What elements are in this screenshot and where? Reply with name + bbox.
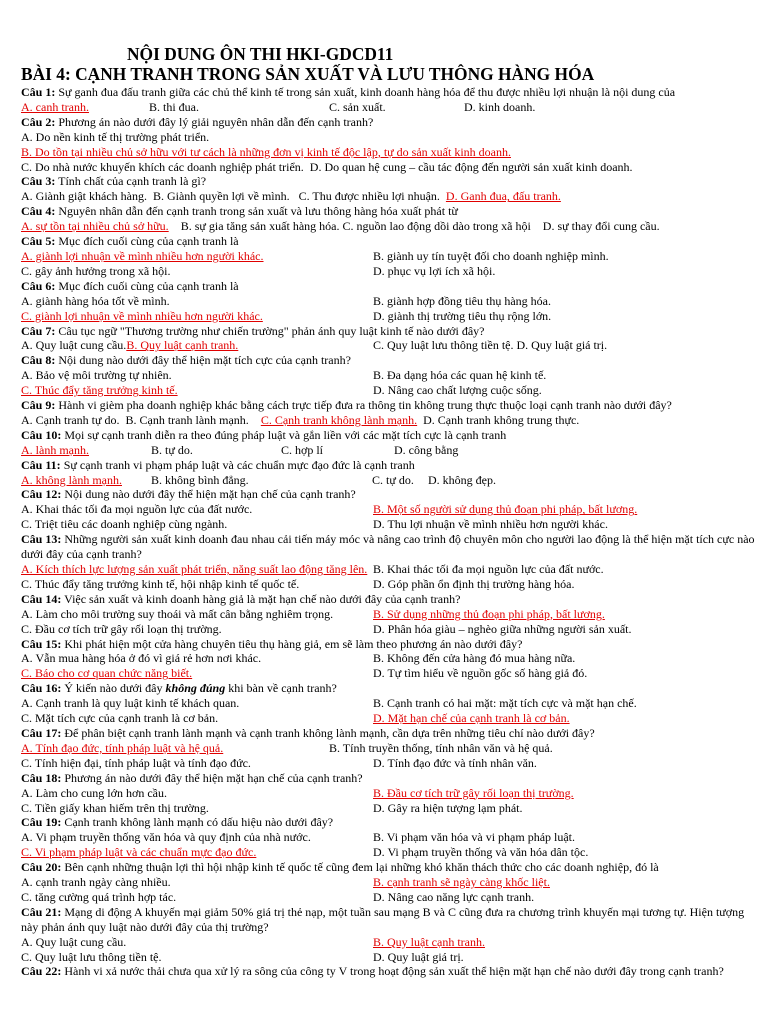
answer-option: B. giành uy tín tuyệt đối cho doanh nghiệp mình. (373, 248, 609, 263)
answer-row (21, 473, 756, 488)
answer-option: A. canh tranh. (21, 99, 89, 114)
answer-option: C. hợp lí (281, 442, 324, 457)
answer-option: B. giành hợp đồng tiêu thụ hàng hóa. (373, 293, 551, 308)
question-stem (21, 279, 756, 294)
answer-option: B. Quy luật cạnh tranh. (126, 338, 239, 353)
answer-row (21, 696, 756, 711)
question-number: Câu 15: (21, 636, 62, 651)
answer-option: D. giành thị trường tiêu thụ rộng lớn. (373, 308, 552, 323)
answer-option: D. Tính đạo đức và tính nhân văn. (373, 755, 537, 770)
answer-option: A. không lành mạnh. (21, 472, 122, 487)
answer-option: B. Khai thác tối đa mọi nguồn lực của đất nước. (373, 562, 604, 576)
question-stem (21, 204, 756, 219)
answer-row (21, 562, 756, 577)
answer-option: C. Báo cho cơ quan chức năng biết. (21, 666, 193, 681)
answer-row (21, 517, 756, 532)
answer-row (21, 368, 756, 383)
question-text: Những người sản xuất kinh doanh đau nhau cải tiến máy móc và nâng cao trình độ chuyên môn cho người lao động là thể hiện mặt tích cực nào dưới đây của cạnh tranh? (21, 532, 755, 562)
question-number: Câu 2: (21, 114, 56, 129)
answer-option: C. gây ảnh hưởng trong xã hội. (21, 263, 171, 278)
answer-option: C. Cạnh tranh không lành mạnh. (260, 412, 418, 427)
answer-row (21, 711, 756, 726)
answer-row (21, 607, 756, 622)
answer-option: D. Góp phần ổn định thị trường hàng hóa. (373, 576, 575, 591)
question-text: Câu tục ngữ "Thương trường như chiến trường" phản ánh quy luật kinh tế nào dưới đây? (55, 323, 485, 338)
answer-option: D. Vi phạm truyền thống và văn hóa dân tộc. (373, 845, 589, 860)
question-stem (21, 353, 756, 368)
question-number: Câu 9: (21, 398, 56, 413)
answer-option-group (21, 338, 373, 353)
question-number: Câu 6: (21, 278, 56, 293)
question-text: Bên cạnh những thuận lợi thì hội nhập kinh tế quốc tế cũng đem lại những khó khăn thách thức cho các doanh nghiệp, đó là (61, 860, 659, 875)
answer-option: C. sản xuất. (329, 99, 386, 114)
answer-option: C. Do nhà nước khuyến khích các doanh nghiệp phát triển. D. Do quan hệ cung – cầu tác động đến người sản xuất kinh doanh. (21, 159, 633, 174)
question-text: Hành vi xả nước thải chưa qua xử lý ra sông của công ty V trong hoạt động sản xuất thể hiện mặt hạn chế nào dưới đây trong cạnh tranh? (61, 964, 724, 979)
answer-option: C. Vi phạm pháp luật và các chuẩn mực đạo đức. (21, 845, 257, 860)
answer-row (21, 383, 756, 398)
answer-row (21, 130, 756, 145)
answer-option: C. Mặt tích cực của cạnh tranh là cơ bản. (21, 711, 219, 726)
answer-option: B. Sử dụng những thủ đoạn phi pháp, bất lương. (373, 606, 605, 621)
question-stem (21, 592, 756, 607)
answer-row (21, 890, 756, 905)
answer-option: C. giành lợi nhuận về mình nhiều hơn người khác. (21, 308, 263, 323)
question-text: Mạng di động A khuyến mại giảm 50% giá trị thẻ nạp, một tuần sau mạng B và C cũng đưa ra chương trình khuyến mại tương tự. Hiện tượng này phản ánh quy luật nào dưới đây của thị trường? (21, 904, 745, 934)
answer-option: B. Đa dạng hóa các quan hệ kinh tế. (373, 368, 547, 383)
answer-row (21, 249, 756, 264)
answer-option: B. sự gia tăng sản xuất hàng hóa. C. nguồn lao động dồi dào trong xã hội D. sự thay đổi cung cầu. (168, 219, 660, 234)
answer-option: A. Tính đạo đức, tính pháp luật và hệ quả. (21, 740, 224, 755)
question-stem (21, 487, 756, 502)
question-emphasis: không đúng (165, 681, 226, 696)
answer-row (21, 756, 756, 771)
question-stem (21, 115, 756, 130)
question-stem (21, 428, 756, 443)
answer-row (21, 741, 756, 756)
question-number: Câu 13: (21, 532, 62, 547)
answer-option: A. Bảo vệ môi trường tự nhiên. (21, 368, 172, 383)
answer-option: D. công bằng (394, 442, 459, 457)
answer-option: C. Tính hiện đại, tính pháp luật và tính đạo đức. (21, 755, 251, 770)
answer-option: D. không đẹp. (428, 472, 496, 487)
answer-option: D. Nâng cao chất lượng cuộc sống. (373, 383, 542, 398)
answer-option: A. Vẫn mua hàng hóa ở đó vì giá rẻ hơn nơi khác. (21, 651, 262, 666)
question-number: Câu 18: (21, 770, 62, 785)
question-stem (21, 964, 756, 979)
answer-option: B. Quy luật cạnh tranh. (373, 934, 485, 949)
answer-option: B. Không đến cửa hàng đó mua hàng nữa. (373, 651, 576, 666)
question-text: Ý kiến nào dưới đây (61, 681, 166, 696)
answer-row (21, 100, 756, 115)
answer-option: A. Vi phạm truyền thống văn hóa và quy định của nhà nước. (21, 830, 311, 845)
question-text: Sự ganh đua đấu tranh giữa các chủ thể kinh tế trong sản xuất, kinh doanh hàng hóa để thu được nhiều lợi nhuận là nội dung của (55, 85, 676, 99)
answer-option: B. không bình đẳng. (151, 472, 249, 487)
question-text-tail: khi bàn về cạnh tranh? (225, 681, 337, 696)
answer-option: A. giành lợi nhuận về mình nhiều hơn người khác. (21, 248, 264, 263)
question-stem (21, 85, 756, 100)
answer-row (21, 666, 756, 681)
answer-row (21, 160, 756, 175)
question-stem (21, 532, 756, 562)
answer-option: D. kinh doanh. (464, 99, 536, 114)
answer-option: A. Kích thích lực lượng sản xuất phát triển, năng suất lao động tăng lên. (21, 562, 368, 576)
question-stem (21, 398, 756, 413)
answer-row (21, 845, 756, 860)
question-number: Câu 10: (21, 427, 62, 442)
answer-row (21, 786, 756, 801)
question-number: Câu 22: (21, 964, 62, 979)
answer-option: B. Một số người sử dụng thủ đoạn phi pháp, bất lương. (373, 502, 638, 517)
answer-option: D. Thu lợi nhuận về mình nhiều hơn người khác. (373, 517, 608, 532)
answer-row (21, 189, 756, 204)
question-number: Câu 20: (21, 860, 62, 875)
answer-option: B. Do tồn tại nhiều chủ sở hữu với tư cách là những đơn vị kinh tế độc lập, tự do sản xuất kinh doanh. (21, 144, 511, 159)
answer-option: A. sự tồn tại nhiều chủ sở hữu. (21, 219, 169, 234)
question-stem (21, 726, 756, 741)
answer-row (21, 338, 756, 353)
answer-option: A. Do nền kinh tế thị trường phát triển. (21, 129, 210, 144)
answer-row (21, 443, 756, 458)
answer-option: A. Khai thác tối đa mọi nguồn lực của đất nước. (21, 502, 253, 517)
question-text: Mục đích cuối cùng của cạnh tranh là (55, 278, 239, 293)
answer-row (21, 219, 756, 234)
question-text: Phương án nào dưới đây thể hiện mặt hạn chế của cạnh tranh? (61, 770, 363, 785)
answer-option: A. lành mạnh. (21, 442, 89, 457)
question-text: Phương án nào dưới đây lý giải nguyên nhân dẫn đến cạnh tranh? (55, 114, 374, 129)
question-text: Nguyên nhân dẫn đến cạnh tranh trong sản xuất và lưu thông hàng hóa xuất phát từ (55, 204, 458, 219)
question-stem (21, 637, 756, 652)
answer-option: C. Quy luật lưu thông tiền tệ. (21, 949, 162, 964)
question-text: Nội dung nào dưới đây thể hiện mặt tích cực của cạnh tranh? (55, 353, 351, 368)
answer-option: B. tự do. (151, 442, 193, 457)
answer-option: D. Cạnh tranh không trung thực. (417, 412, 580, 427)
answer-row (21, 294, 756, 309)
answer-row (21, 935, 756, 950)
question-number: Câu 5: (21, 234, 56, 249)
question-stem (21, 815, 756, 830)
question-text: Nội dung nào dưới đây thể hiện mặt hạn chế của cạnh tranh? (61, 487, 356, 502)
question-number: Câu 17: (21, 725, 62, 740)
answer-row (21, 875, 756, 890)
question-stem (21, 771, 756, 786)
answer-option: A. Làm cho môi trường suy thoái và mất cân bằng nghiêm trọng. (21, 606, 334, 621)
answer-row (21, 145, 756, 160)
answer-option: B. Đầu cơ tích trữ gây rối loạn thị trường. (373, 785, 574, 800)
answer-option: B. cạnh tranh sẽ ngày càng khốc liệt. (373, 875, 550, 890)
answer-option: D. Ganh đua, đấu tranh. (445, 189, 561, 204)
answer-option: D. Mặt hạn chế của cạnh tranh là cơ bản. (373, 711, 570, 726)
question-text: Mục đích cuối cùng của cạnh tranh là (55, 234, 239, 249)
question-number: Câu 8: (21, 353, 56, 368)
answer-row (21, 502, 756, 517)
answer-option: A. Giành giật khách hàng. B. Giành quyền lợi về mình. C. Thu được nhiều lợi nhuận. (21, 189, 446, 204)
question-number: Câu 3: (21, 174, 56, 189)
answer-option: C. Quy luật lưu thông tiền tệ. D. Quy luật giá trị. (373, 338, 608, 353)
question-number: Câu 14: (21, 591, 62, 606)
answer-option: B. Tính truyền thống, tính nhân văn và hệ quả. (329, 740, 553, 755)
answer-option: D. Quy luật giá trị. (373, 949, 464, 964)
answer-row (21, 264, 756, 279)
answer-option: A. giành hàng hóa tốt về mình. (21, 293, 170, 308)
answer-option: C. Triệt tiêu các doanh nghiệp cùng ngành. (21, 517, 228, 532)
question-number: Câu 19: (21, 815, 62, 830)
answer-option: D. Tự tìm hiểu về nguồn gốc số hàng giả đó. (373, 666, 588, 681)
question-text: Mọi sự cạnh tranh diễn ra theo đúng pháp luật và gắn liền với các mặt tích cực là cạnh tranh (61, 427, 507, 442)
answer-row (21, 801, 756, 816)
answer-option: C. Đầu cơ tích trữ gây rối loạn thị trường. (21, 621, 222, 636)
question-stem (21, 174, 756, 189)
answer-option: B. thi đua. (149, 99, 199, 114)
question-number: Câu 21: (21, 904, 62, 919)
answer-option: A. Cạnh tranh tự do. B. Cạnh tranh lành mạnh. (21, 412, 261, 427)
question-stem (21, 860, 756, 875)
document-title: NỘI DUNG ÔN THI HKI-GDCD11 (127, 44, 394, 64)
answer-option: B. Vi phạm văn hóa và vi phạm pháp luật. (373, 830, 576, 845)
answer-row (21, 950, 756, 965)
question-text: Khi phát hiện một cửa hàng chuyên tiêu thụ hàng giả, em sẽ làm theo phương án nào dưới đây? (61, 636, 523, 651)
question-text: Để phân biệt cạnh tranh lành mạnh và cạnh tranh không lành mạnh, cần dựa trên những tiêu chí nào dưới đây? (61, 725, 595, 740)
question-stem (21, 234, 756, 249)
question-stem (21, 458, 756, 473)
question-number: Câu 1: (21, 85, 56, 99)
answer-option: A. Cạnh tranh là quy luật kinh tế khách quan. (21, 696, 240, 711)
answer-row (21, 622, 756, 637)
answer-option: D. Phân hóa giàu – nghèo giữa những người sản xuất. (373, 621, 632, 636)
answer-option: A. cạnh tranh ngày càng nhiều. (21, 875, 171, 890)
answer-option: A. Quy luật cung cầu. (21, 934, 127, 949)
answer-option: B. Cạnh tranh có hai mặt: mặt tích cực và mặt hạn chế. (373, 696, 637, 711)
answer-option: D. Nâng cao năng lực cạnh tranh. (373, 889, 535, 904)
question-text: Cạnh tranh không lành mạnh có dấu hiệu nào dưới đây? (61, 815, 334, 830)
answer-row (21, 651, 756, 666)
answer-option: C. Thúc đẩy tăng trưởng kinh tế. (21, 383, 178, 398)
question-number: Câu 11: (21, 457, 61, 472)
question-text: Tính chất của cạnh tranh là gì? (55, 174, 207, 189)
lesson-title: BÀI 4: CẠNH TRANH TRONG SẢN XUẤT VÀ LƯU THÔNG HÀNG HÓA (21, 64, 595, 84)
question-stem (21, 681, 756, 696)
answer-option: C. Tiền giấy khan hiếm trên thị trường. (21, 800, 209, 815)
answer-option: D. Gây ra hiện tượng lạm phát. (373, 800, 523, 815)
question-number: Câu 4: (21, 204, 56, 219)
answer-row (21, 413, 756, 428)
answer-option: C. tăng cường quá trình hợp tác. (21, 889, 177, 904)
answer-row (21, 830, 756, 845)
question-number: Câu 7: (21, 323, 56, 338)
answer-option: C. tự do. (372, 472, 414, 487)
question-number: Câu 16: (21, 681, 62, 696)
question-text: Sự cạnh tranh vi phạm pháp luật và các chuẩn mực đạo đức là cạnh tranh (60, 457, 415, 472)
question-number: Câu 12: (21, 487, 62, 502)
answer-option: C. Thúc đẩy tăng trưởng kinh tế, hội nhập kinh tế quốc tế. (21, 576, 300, 591)
question-text: Việc sản xuất và kinh doanh hàng giả là mặt hạn chế nào dưới đây của cạnh tranh? (61, 591, 461, 606)
answer-option: A. Làm cho cung lớn hơn cầu. (21, 785, 167, 800)
question-text: Hành vi gièm pha doanh nghiệp khác bằng cách trực tiếp đưa ra thông tin không trung thực thuộc loại cạnh tranh nào dưới đây? (55, 398, 672, 413)
answer-option: A. Quy luật cung cầu. (21, 338, 127, 353)
answer-row (21, 309, 756, 324)
answer-row (21, 577, 756, 592)
question-list (21, 85, 756, 979)
question-stem (21, 324, 756, 339)
answer-option: D. phục vụ lợi ích xã hội. (373, 263, 496, 278)
question-stem (21, 905, 756, 935)
